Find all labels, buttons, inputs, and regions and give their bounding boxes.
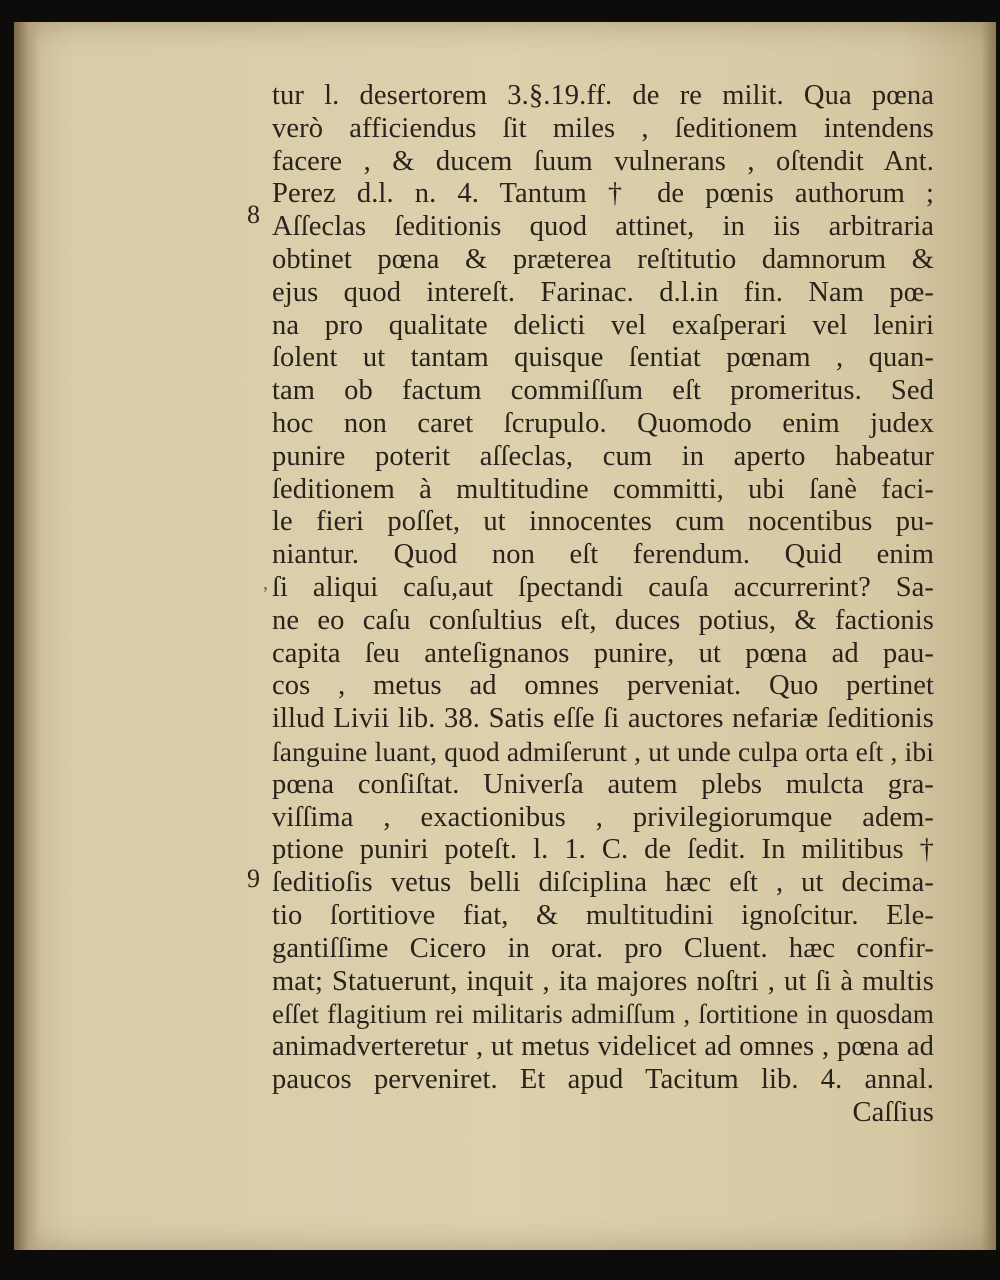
text-line: facere , & ducem ſuum vulnerans , oſtendit Ant. (272, 145, 934, 177)
text-line: Perez d.l. n. 4. Tantum † de pœnis authorum ; (272, 178, 934, 210)
text-line: ſeditionem à multitudine committi, ubi ſanè faci- (272, 473, 934, 505)
text-line: niantur. Quod non eſt ferendum. Quid enim (272, 539, 934, 571)
text-line: capita ſeu anteſignanos punire, ut pœna ad pau- (272, 637, 934, 669)
text-line: mat; Statuerunt, inquit , ita majores noſtri , ut ſi à multis (272, 965, 934, 997)
text-line: Aſſeclas ſeditionis quod attinet, in iis arbitraria (272, 211, 934, 243)
text-line: le fieri poſſet, ut innocentes cum nocentibus pu- (272, 506, 934, 538)
text-line: tur l. desertorem 3.§.19.ff. de re milit. Qua pœna (272, 80, 934, 111)
text-line: obtinet pœna & præterea reſtitutio damnorum & (272, 243, 934, 275)
page-edge (982, 22, 996, 1250)
margin-number-9: 9 (247, 864, 260, 893)
text-line: paucos perveniret. Et apud Tacitum lib. 4. annal. (272, 1063, 934, 1095)
text-line: ſolent ut tantam quisque ſentiat pœnam , quan- (272, 342, 934, 374)
text-line: illud Livii lib. 38. Satis eſſe ſi auctores nefariæ ſeditionis (272, 703, 934, 735)
text-line: pœna conſiſtat. Univerſa autem plebs mulcta gra- (272, 768, 934, 800)
text-line: hoc non caret ſcrupulo. Quomodo enim judex (272, 407, 934, 439)
text-line: gantiſſime Cicero in orat. pro Cluent. hæc confir- (272, 932, 934, 964)
text-line: ſi aliqui caſu,aut ſpectandi cauſa accurrerint? Sa- (272, 571, 934, 603)
margin-mark: ‚ (262, 572, 269, 594)
text-line: ne eo caſu conſultius eſt, duces potius, & factionis (272, 604, 934, 636)
text-line: eſſet flagitium rei militaris admiſſum , ſortitione in quosdam (272, 999, 934, 1030)
text-line: tam ob factum commiſſum eſt promeritus. Sed (272, 375, 934, 407)
body-text (272, 80, 934, 1130)
text-line: punire poterit aſſeclas, cum in aperto habeatur (272, 440, 934, 472)
catchword: Caſſius (852, 1096, 934, 1128)
text-line: ptione puniri poteſt. l. 1. C. de ſedit. In militibus † (272, 834, 934, 866)
text-line: na pro qualitate delicti vel exaſperari vel leniri (272, 309, 934, 341)
text-line: verò afficiendus ſit miles , ſeditionem intendens (272, 112, 934, 144)
page-gutter (14, 22, 40, 1250)
text-line: cos , metus ad omnes perveniat. Quo pertinet (272, 670, 934, 702)
text-line: ſanguine luant, quod admiſerunt , ut unde culpa orta eſt , ibi (272, 735, 934, 767)
text-line: ejus quod intereſt. Farinac. d.l.in fin. Nam pœ- (272, 276, 934, 308)
text-line: tio ſortitiove fiat, & multitudini ignoſcitur. Ele- (272, 899, 934, 931)
text-line: animadverteretur , ut metus videlicet ad omnes , pœna ad (272, 1031, 934, 1063)
text-line: ſeditioſis vetus belli diſciplina hæc eſt , ut decima- (272, 867, 934, 899)
text-line: viſſima , exactionibus , privilegiorumque adem- (272, 801, 934, 833)
margin-number-8: 8 (247, 200, 260, 229)
